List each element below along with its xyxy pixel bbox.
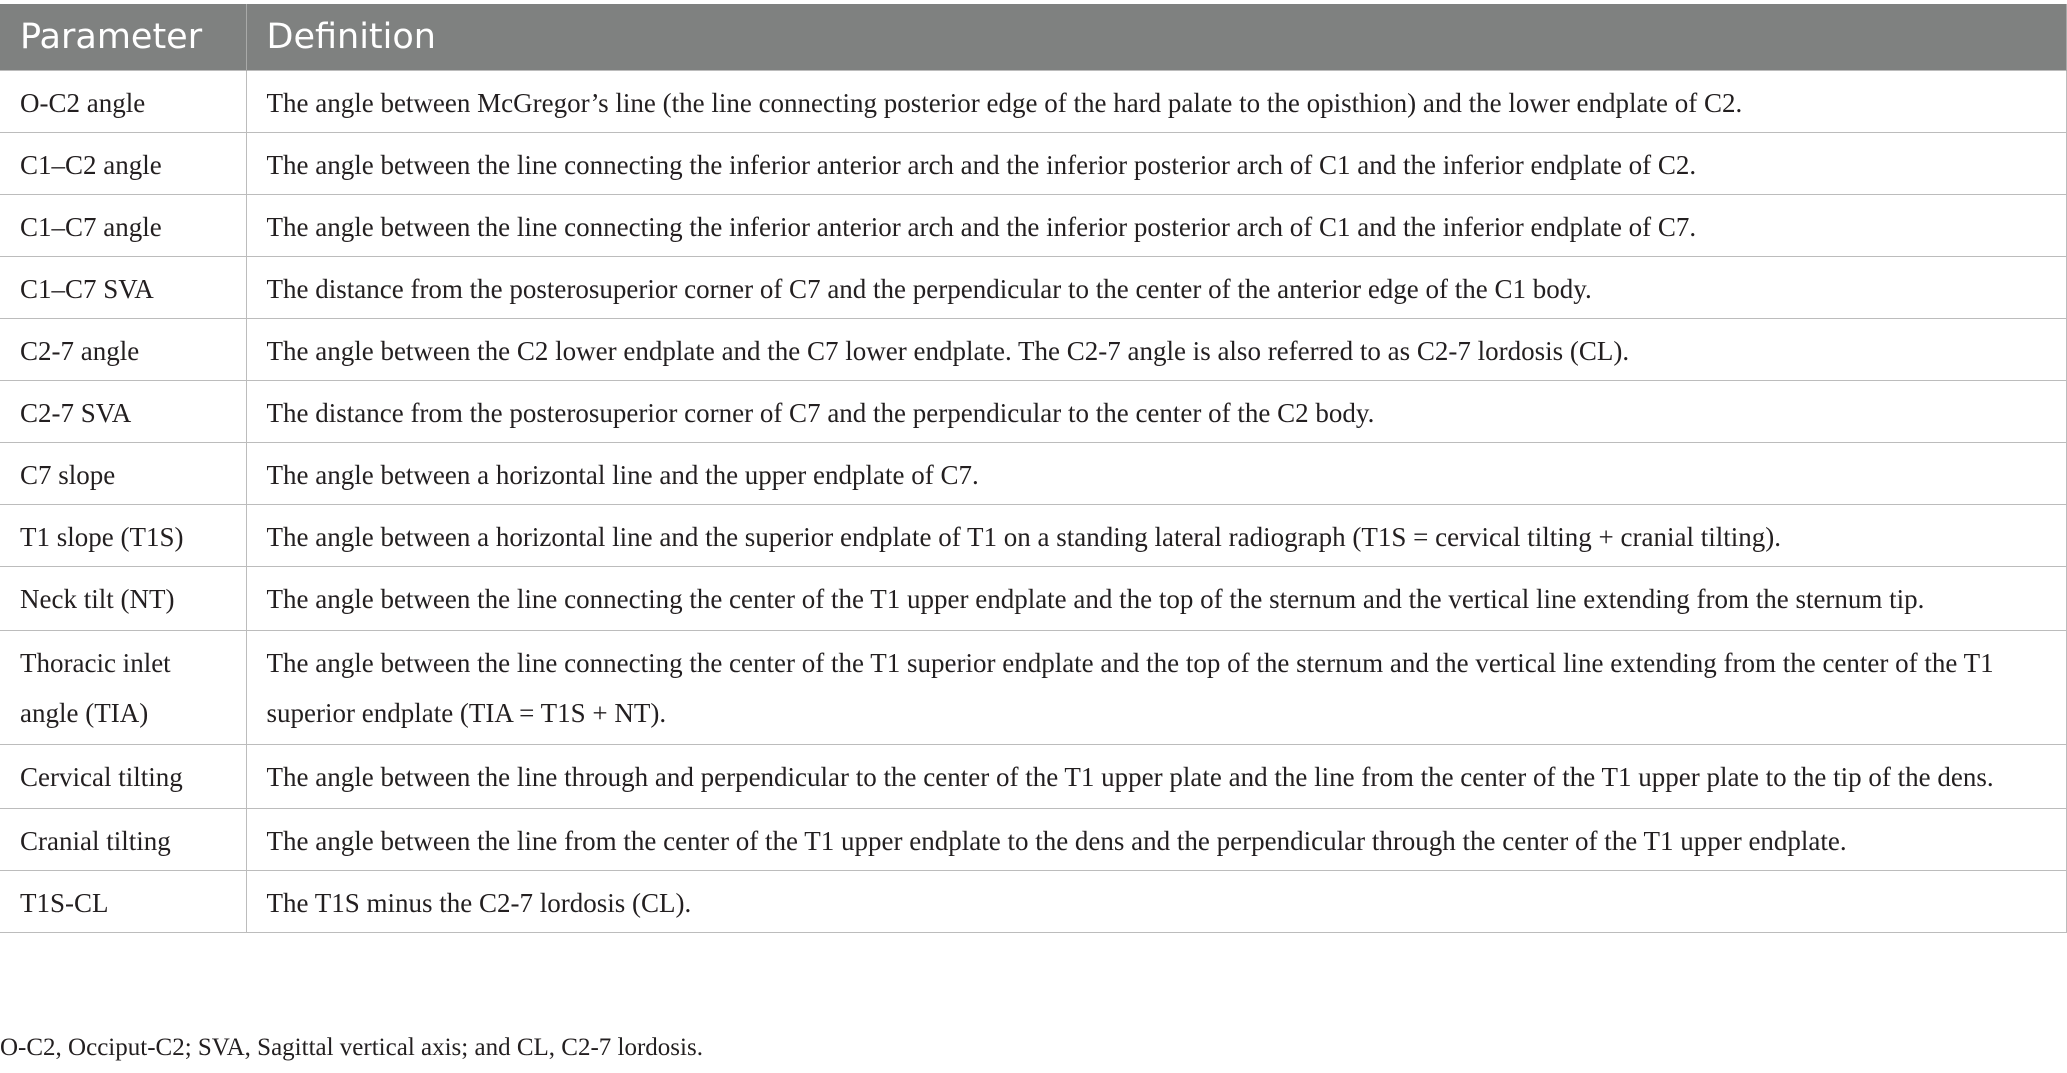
table-row xyxy=(0,567,2066,631)
table-row xyxy=(0,133,2066,195)
table-row xyxy=(0,631,2066,745)
parameter-cell: Thoracic inlet angle (TIA) xyxy=(0,631,246,745)
table-row xyxy=(0,319,2066,381)
parameter-cell: Cervical tilting xyxy=(0,745,246,809)
definition-cell: The angle between the line connecting the inferior anterior arch and the inferior posterior arch of C1 and the inferior endplate of C2. xyxy=(246,133,2066,195)
definition-cell: The T1S minus the C2-7 lordosis (CL). xyxy=(246,871,2066,933)
parameter-cell: C2-7 angle xyxy=(0,319,246,381)
definition-cell: The angle between the line connecting the center of the T1 upper endplate and the top of the sternum and the vertical line extending from the sternum tip. xyxy=(246,567,2066,631)
definition-cell: The angle between the line connecting the inferior anterior arch and the inferior posterior arch of C1 and the inferior endplate of C7. xyxy=(246,195,2066,257)
header-definition: Definition xyxy=(246,4,2066,71)
definition-cell: The angle between the C2 lower endplate and the C7 lower endplate. The C2-7 angle is also referred to as C2-7 lordosis (CL). xyxy=(246,319,2066,381)
parameter-cell: C1–C7 angle xyxy=(0,195,246,257)
definition-cell: The angle between a horizontal line and the upper endplate of C7. xyxy=(246,443,2066,505)
definition-cell: The angle between the line through and perpendicular to the center of the T1 upper plate and the line from the center of the T1 upper plate to the tip of the dens. xyxy=(246,745,2066,809)
table-row xyxy=(0,195,2066,257)
definition-cell: The angle between a horizontal line and the superior endplate of T1 on a standing lateral radiograph (T1S = cervical tilting + cranial tilting). xyxy=(246,505,2066,567)
table-row xyxy=(0,505,2066,567)
parameter-cell: C2-7 SVA xyxy=(0,381,246,443)
parameter-cell: Cranial tilting xyxy=(0,809,246,871)
definition-cell: The distance from the posterosuperior corner of C7 and the perpendicular to the center of the anterior edge of the C1 body. xyxy=(246,257,2066,319)
parameter-cell: C1–C2 angle xyxy=(0,133,246,195)
table-row xyxy=(0,745,2066,809)
parameter-cell: C7 slope xyxy=(0,443,246,505)
definition-cell: The angle between the line connecting the center of the T1 superior endplate and the top of the sternum and the vertical line extending from the center of the T1 superior endplate (TIA = T1S + NT). xyxy=(246,631,2066,745)
table-row xyxy=(0,71,2066,133)
definition-cell: The angle between McGregor’s line (the line connecting posterior edge of the hard palate to the opisthion) and the lower endplate of C2. xyxy=(246,71,2066,133)
table-row xyxy=(0,871,2066,933)
definition-cell: The angle between the line from the center of the T1 upper endplate to the dens and the perpendicular through the center of the T1 upper endplate. xyxy=(246,809,2066,871)
definitions-table xyxy=(0,4,2067,933)
table-row xyxy=(0,809,2066,871)
parameter-table xyxy=(0,4,2066,933)
parameter-cell: T1S-CL xyxy=(0,871,246,933)
table-row xyxy=(0,443,2066,505)
definition-cell: The distance from the posterosuperior corner of C7 and the perpendicular to the center of the C2 body. xyxy=(246,381,2066,443)
table-row xyxy=(0,257,2066,319)
table-row xyxy=(0,381,2066,443)
parameter-cell: O-C2 angle xyxy=(0,71,246,133)
header-row xyxy=(0,4,2066,71)
parameter-cell: C1–C7 SVA xyxy=(0,257,246,319)
table-footnote: O-C2, Occiput-C2; SVA, Sagittal vertical axis; and CL, C2-7 lordosis. xyxy=(0,1034,703,1061)
header-parameter: Parameter xyxy=(0,4,246,71)
parameter-cell: Neck tilt (NT) xyxy=(0,567,246,631)
parameter-cell: T1 slope (T1S) xyxy=(0,505,246,567)
